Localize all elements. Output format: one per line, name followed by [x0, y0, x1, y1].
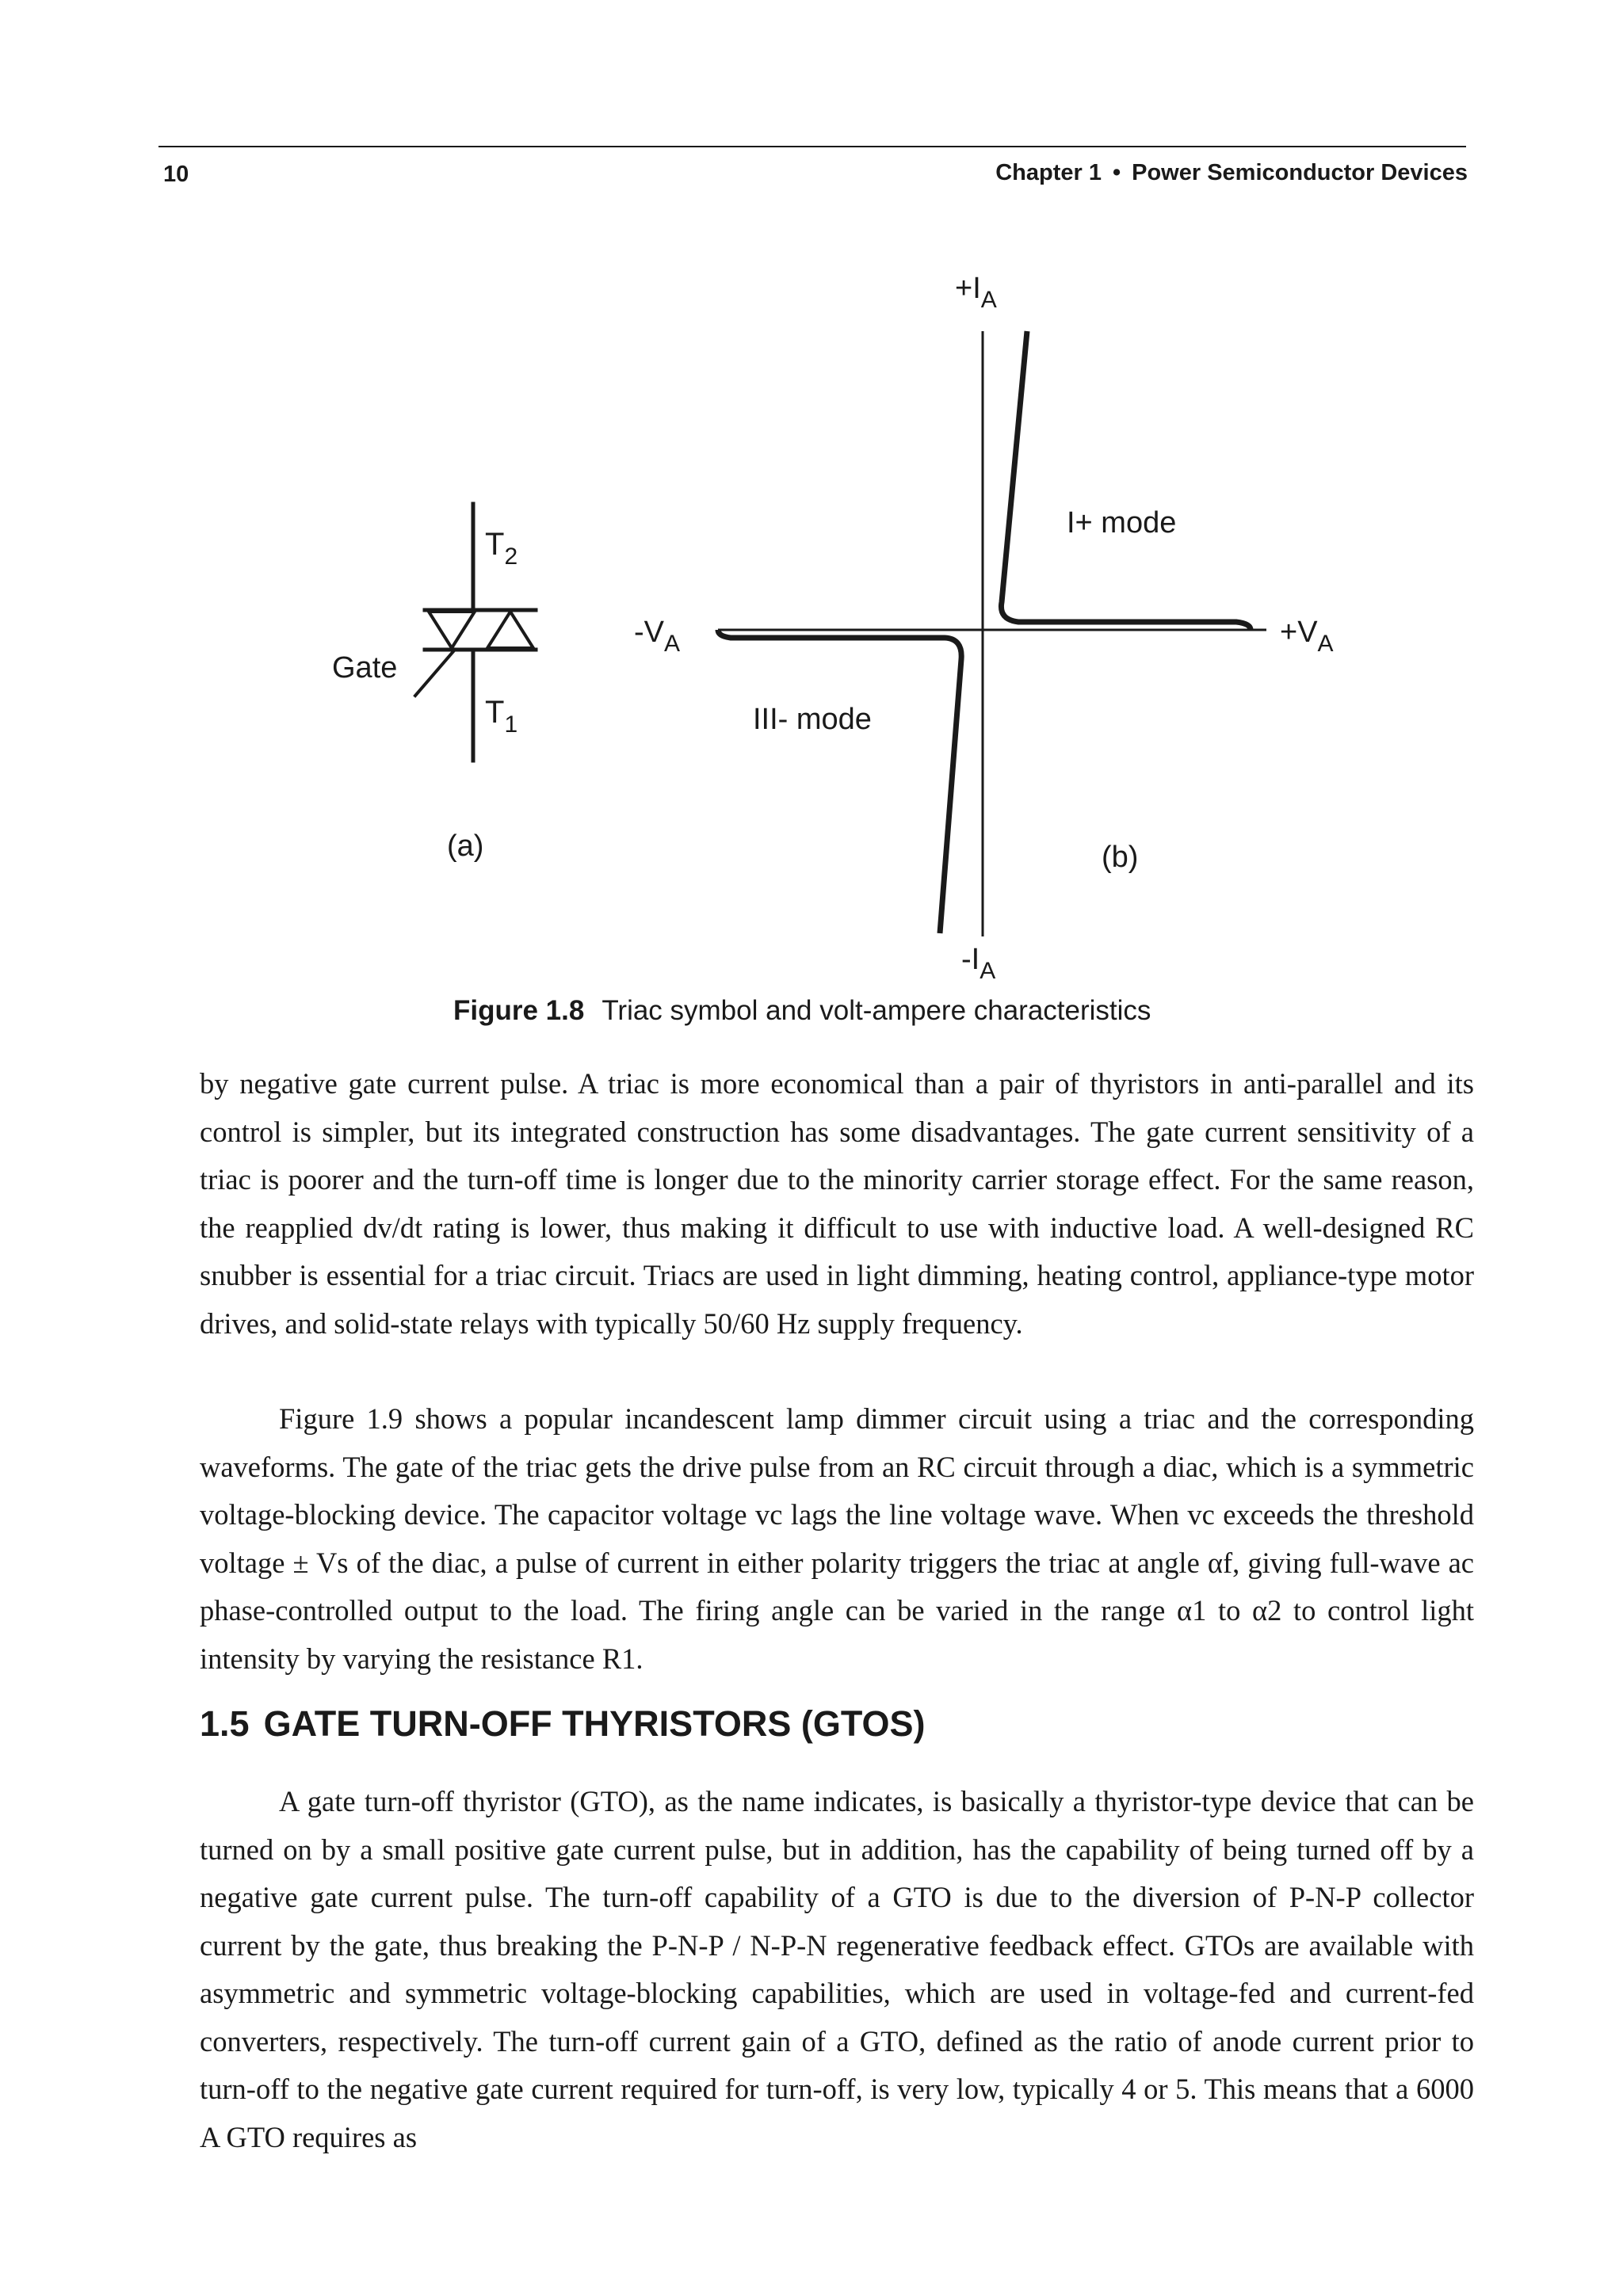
section-heading-gto — [200, 1703, 926, 1745]
figure-1-8 — [0, 0, 1623, 1006]
plus-ia-label: $+I_A$ — [955, 272, 997, 313]
t1-label: $T_1$ — [485, 695, 518, 738]
triac-symbol — [415, 504, 536, 761]
figure-caption-text: Triac symbol and volt-ampere characteristics — [601, 995, 1151, 1026]
minus-va-label: $-V_A$ — [634, 616, 681, 657]
paragraph-gto-intro: A gate turn-off thyristor (GTO), as the name indicates, is basically a thyristor-type device that can be turned on by a small positive gate current pulse, but in addition, has the capability of being turned off by a negative gate current pulse. The turn-off capability of a GTO is due to the diversion of P-N-P collector current by the gate, thus breaking the P-N-P / N-P-N regenerative feedback effect. GTOs are available with asymmetric and symmetric voltage-blocking capabilities, which are used in voltage-fed and current-fed converters, respectively. The turn-off current gain of a GTO, defined as the ratio of anode current prior to turn-off to the negative gate current required for turn-off, is very low, typically 4 or 5. This means that a 6000 A GTO requires as — [200, 1785, 1474, 2153]
gate-label: Gate — [332, 651, 398, 685]
page-number: 10 — [163, 162, 189, 187]
triac-diode-reverse — [487, 612, 533, 648]
plus-va-label: $+V_A$ — [1280, 616, 1334, 657]
part-b-label: (b) — [1102, 841, 1139, 874]
paragraph-lamp-dimmer: Figure 1.9 shows a popular incandescent lamp dimmer circuit using a triac and the corresponding waveforms. The gate of the triac gets the drive pulse from an RC circuit through a diac, which is a symmetric voltage-blocking device. The capacitor voltage vc lags the line voltage wave. When vc exceeds the threshold voltage ± Vs of the diac, a pulse of current in either polarity triggers the triac at angle αf, giving full-wave ac phase-controlled output to the load. The firing angle can be varied in the range α1 to α2 to control light intensity by varying the resistance R1. — [200, 1402, 1474, 1675]
minus-ia-label: $-I_A$ — [961, 943, 996, 984]
figure-caption — [453, 995, 1151, 1027]
triac-diode-forward — [429, 612, 475, 648]
iii-minus-mode-label: III- mode — [753, 703, 872, 736]
i-plus-mode-curve — [1001, 331, 1251, 630]
section-title: GATE TURN-OFF THYRISTORS (GTOS) — [263, 1703, 926, 1744]
running-head-bullet: • — [1112, 160, 1121, 185]
triac-gate-lead — [415, 650, 455, 696]
figure-svg — [0, 0, 1623, 1006]
t2-label: $T_2$ — [485, 527, 518, 570]
section-number: 1.5 — [200, 1703, 250, 1744]
figure-caption-label: Figure 1.8 — [453, 995, 585, 1026]
va-characteristic — [718, 331, 1266, 936]
i-plus-mode-label: I+ mode — [1067, 506, 1177, 540]
iii-minus-mode-curve — [718, 630, 961, 933]
running-head-title: Power Semiconductor Devices — [1132, 160, 1468, 185]
part-a-label: (a) — [447, 830, 484, 863]
paragraph-triac-tradeoffs: by negative gate current pulse. A triac is more economical than a pair of thyristors in anti-parallel and its control is simpler, but its integrated construction has some disadvantages. The gate current sensitivity of a triac is poorer and the turn-off time is longer due to the minority carrier storage effect. For the same reason, the reapplied dv/dt rating is lower, thus making it difficult to use with inductive load. A well-designed RC snubber is essential for a triac circuit. Triacs are used in light dimming, heating control, appliance-type motor drives, and solid-state relays with typically 50/60 Hz supply frequency. — [200, 1067, 1474, 1340]
running-head-chapter: Chapter 1 — [995, 160, 1102, 185]
